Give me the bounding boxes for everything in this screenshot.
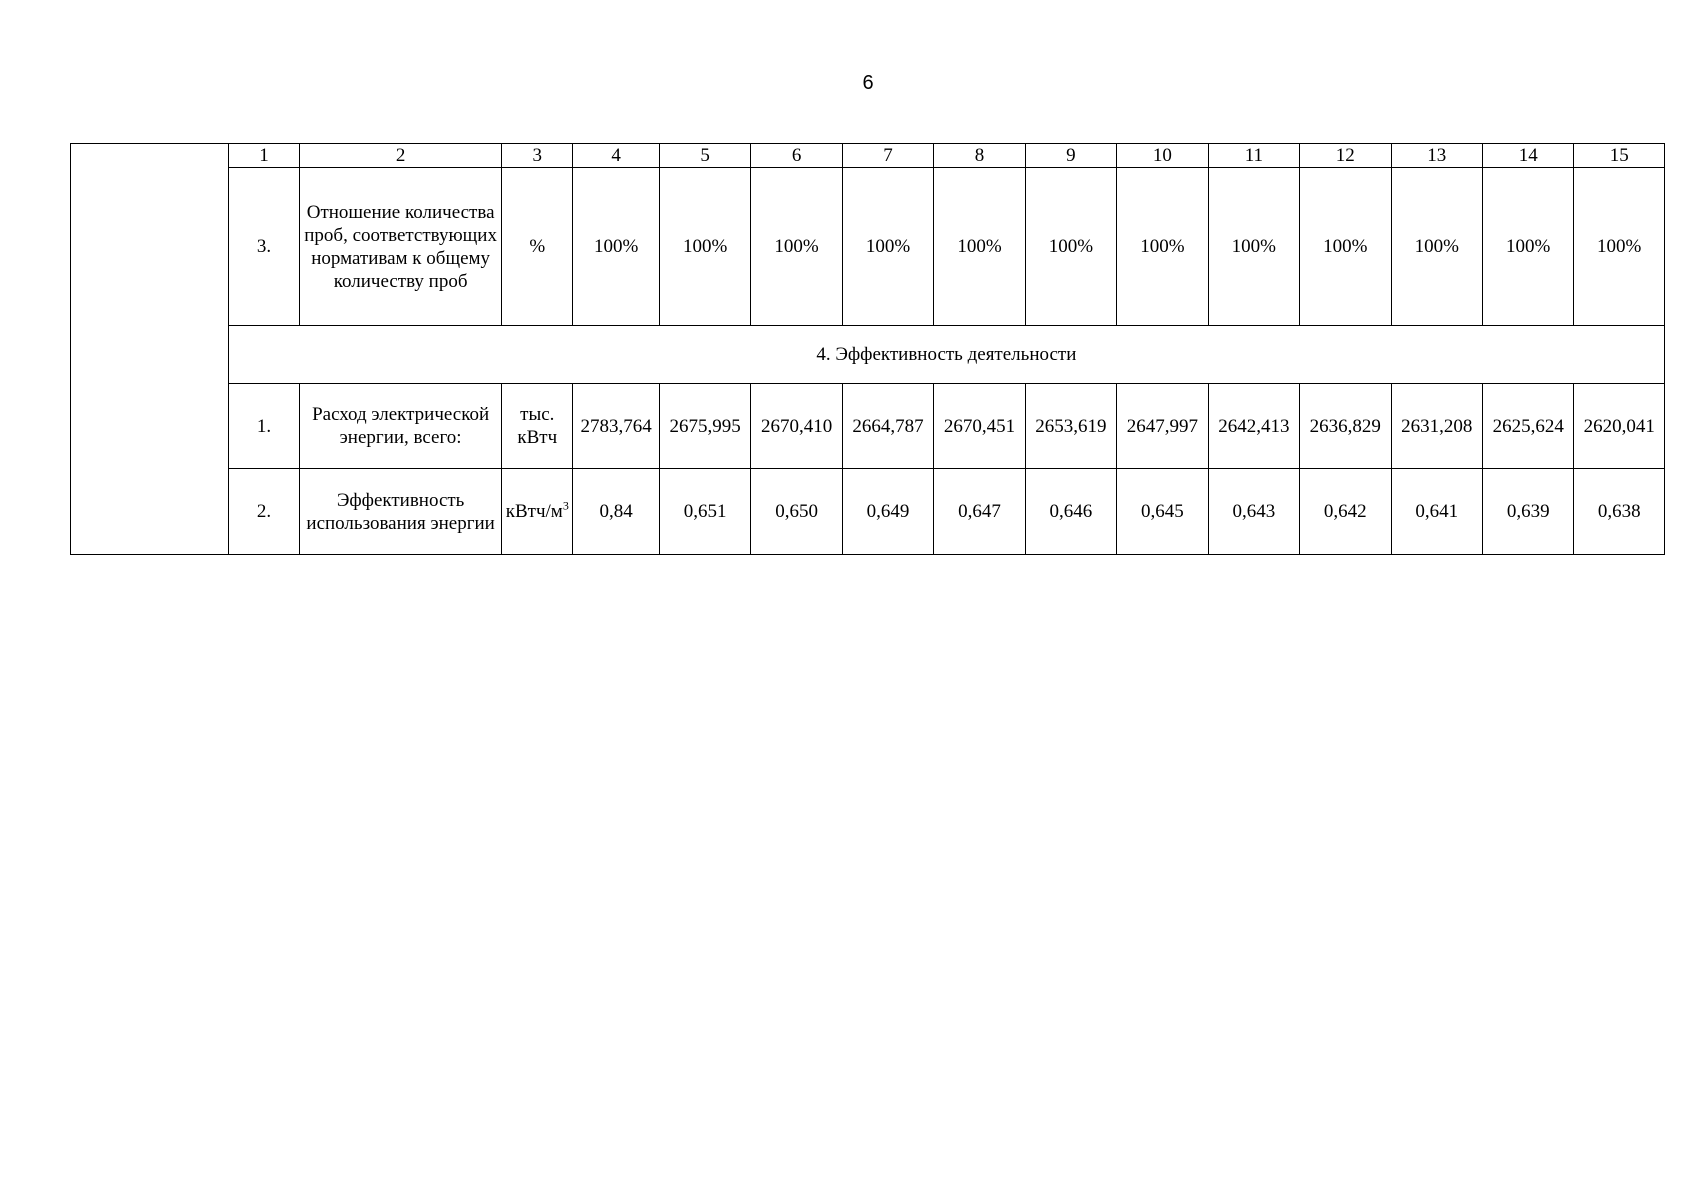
column-number: 1 [228, 144, 299, 168]
unit-cell: % [502, 168, 573, 326]
unit-cell: тыс. кВтч [502, 384, 573, 469]
value-cell: 2670,451 [934, 384, 1025, 469]
value-cell: 100% [1482, 168, 1573, 326]
column-number: 5 [659, 144, 750, 168]
value-cell: 0,641 [1391, 469, 1482, 555]
column-number: 8 [934, 144, 1025, 168]
indicator-name: Расход электрической энергии, всего: [300, 384, 502, 469]
column-number: 6 [751, 144, 842, 168]
blank-lead-cell [71, 144, 229, 555]
value-cell: 2670,410 [751, 384, 842, 469]
table-row [71, 469, 1665, 555]
value-cell: 100% [1574, 168, 1665, 326]
table-row [71, 384, 1665, 469]
value-cell: 0,643 [1208, 469, 1299, 555]
value-cell: 2664,787 [842, 384, 933, 469]
row-number: 1. [228, 384, 299, 469]
section-title: 4. Эффективность деятельности [228, 326, 1664, 384]
value-cell: 100% [573, 168, 659, 326]
column-number: 12 [1300, 144, 1391, 168]
value-cell: 100% [1391, 168, 1482, 326]
value-cell: 100% [1208, 168, 1299, 326]
value-cell: 100% [842, 168, 933, 326]
column-number: 15 [1574, 144, 1665, 168]
indicators-table [70, 143, 1665, 555]
value-cell: 100% [934, 168, 1025, 326]
unit-superscript: 3 [562, 498, 569, 513]
value-cell: 0,639 [1482, 469, 1573, 555]
value-cell: 100% [751, 168, 842, 326]
page-number: 6 [862, 72, 874, 94]
value-cell: 0,642 [1300, 469, 1391, 555]
column-number: 7 [842, 144, 933, 168]
column-number: 13 [1391, 144, 1482, 168]
value-cell: 100% [1300, 168, 1391, 326]
column-number: 9 [1025, 144, 1116, 168]
value-cell: 0,649 [842, 469, 933, 555]
column-number: 3 [502, 144, 573, 168]
indicator-name: Эффективность использования энергии [300, 469, 502, 555]
value-cell: 2783,764 [573, 384, 659, 469]
value-cell: 2625,624 [1482, 384, 1573, 469]
value-cell: 2653,619 [1025, 384, 1116, 469]
value-cell: 2636,829 [1300, 384, 1391, 469]
column-number: 14 [1482, 144, 1573, 168]
column-number: 10 [1117, 144, 1208, 168]
column-number: 2 [300, 144, 502, 168]
row-number: 2. [228, 469, 299, 555]
value-cell: 2642,413 [1208, 384, 1299, 469]
value-cell: 100% [1117, 168, 1208, 326]
value-cell: 0,646 [1025, 469, 1116, 555]
value-cell: 2620,041 [1574, 384, 1665, 469]
section-row [71, 326, 1665, 384]
row-number: 3. [228, 168, 299, 326]
value-cell: 2631,208 [1391, 384, 1482, 469]
value-cell: 0,651 [659, 469, 750, 555]
column-number: 4 [573, 144, 659, 168]
value-cell: 100% [1025, 168, 1116, 326]
indicator-name: Отношение количества проб, соответствующих нормативам к общему количеству проб [300, 168, 502, 326]
value-cell: 0,650 [751, 469, 842, 555]
unit-cell [502, 469, 573, 555]
unit-text: кВтч/м [505, 501, 563, 522]
value-cell: 2675,995 [659, 384, 750, 469]
value-cell: 2647,997 [1117, 384, 1208, 469]
value-cell: 0,645 [1117, 469, 1208, 555]
value-cell: 0,84 [573, 469, 659, 555]
table-row [71, 168, 1665, 326]
value-cell: 100% [659, 168, 750, 326]
value-cell: 0,647 [934, 469, 1025, 555]
column-number-row [71, 144, 1665, 168]
value-cell: 0,638 [1574, 469, 1665, 555]
column-number: 11 [1208, 144, 1299, 168]
